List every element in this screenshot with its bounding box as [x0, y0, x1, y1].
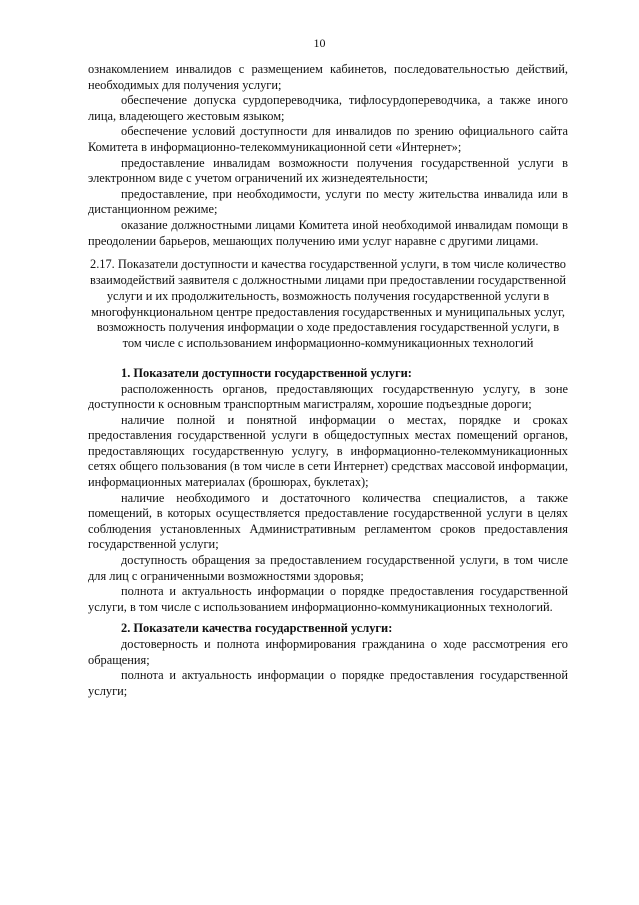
- paragraph: обеспечение допуска сурдопереводчика, тифлосурдопереводчика, а также иного лица, владеющего жестовым языком;: [88, 93, 568, 123]
- page-number: 10: [313, 36, 326, 50]
- paragraph: достоверность и полнота информирования гражданина о ходе рассмотрения его обращения;: [88, 637, 568, 667]
- paragraph: полнота и актуальность информации о порядке предоставления государственной услуги, в том числе с использованием информационно-коммуникационных технологий.: [88, 584, 568, 614]
- paragraph: предоставление инвалидам возможности получения государственной услуги в электронном виде с учетом ограничений их жизнедеятельности;: [88, 155, 568, 186]
- subsection-title: 2. Показатели качества государственной услуги:: [121, 621, 393, 636]
- paragraph: полнота и актуальность информации о порядке предоставления государственной услуги;: [88, 668, 568, 698]
- paragraph: ознакомлением инвалидов с размещением кабинетов, последовательностью действий, необходимых для получения услуги;: [88, 62, 568, 92]
- paragraph: наличие полной и понятной информации о местах, порядке и сроках предоставления государственной услуги в общедоступных местах помещений органов, предоставляющих государственную услугу, в информационно-телекоммуникационных сетях общего пользования (в том числе в сети Интернет) средствах массовой информации, информационных материалах (брошюрах, буклетах);: [88, 412, 568, 490]
- paragraph: наличие необходимого и достаточного количества специалистов, а также помещений, в которых осуществляется предоставление государственной услуги в целях соблюдения установленных Административным регламентом сроков предоставления государственной услуги;: [88, 490, 568, 552]
- paragraph: оказание должностными лицами Комитета иной необходимой инвалидам помощи в преодолении барьеров, мешающих получению ими услуг наравне с другими лицами.: [88, 217, 568, 248]
- paragraph: доступность обращения за предоставлением государственной услуги, в том числе для лиц с ограниченными возможностями здоровья;: [88, 553, 568, 583]
- paragraph: расположенность органов, предоставляющих государственную услугу, в зоне доступности к основным транспортным магистралям, хорошие подъездные дороги;: [88, 381, 568, 412]
- subsection-title: 1. Показатели доступности государственной услуги:: [121, 365, 412, 380]
- paragraph: предоставление, при необходимости, услуги по месту жительства инвалида или в дистанционном режиме;: [88, 186, 568, 217]
- paragraph: обеспечение условий доступности для инвалидов по зрению официального сайта Комитета в информационно-телекоммуникационной сети «Интернет»;: [88, 124, 568, 154]
- section-heading: 2.17. Показатели доступности и качества государственной услуги, в том числе количество взаимодействий заявителя с должностными лицами при предоставлении государственной услуги и их продолжительность, возможность получения государственной услуги в многофункциональном центре предоставления государственных и муниципальных услуг, возможность получения информации о ходе предоставления государственной услуги, в том числе с использованием информационно-коммуникационных технологий: [89, 257, 567, 351]
- document-body: [88, 62, 568, 699]
